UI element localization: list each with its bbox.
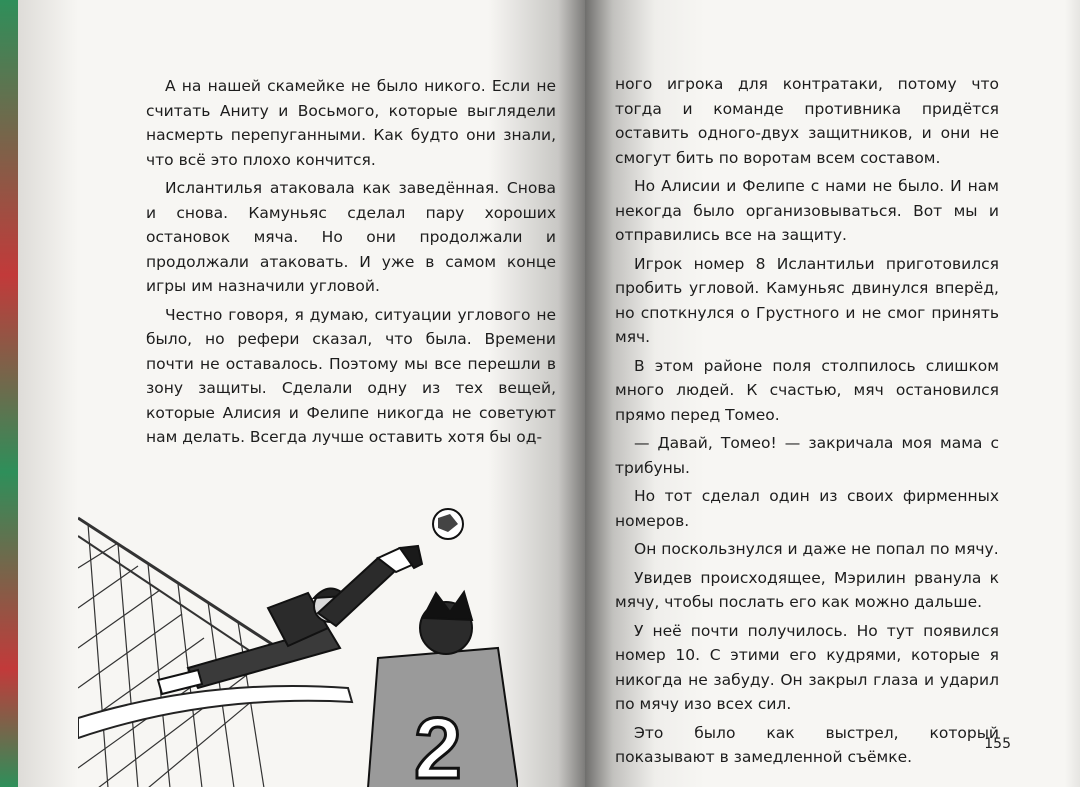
left-paragraph-3: Честно говоря, я думаю, ситуации углового не было, но рефери сказал, что была. Времени почти не оставалось. Поэтому мы все перешли в зону защиты. Сделали одну из тех вещей, которые Алисия и Фелипе никогда не советуют нам делать. Всегда лучше оставить хотя бы од-: [146, 305, 556, 446]
soccer-illustration: [78, 488, 518, 787]
right-paragraph-7: Он поскользнулся и даже не попал по мячу.: [634, 540, 999, 558]
page-number: 155: [984, 736, 1011, 752]
right-paragraph-4: В этом районе поля столпилось слишком много людей. К счастью, мяч остановился прямо перед Томео.: [615, 356, 999, 424]
right-paragraph-5: — Давай, Томео! — закричала моя мама с трибуны.: [615, 434, 999, 477]
right-paragraph-3: Игрок номер 8 Ислантильи приготовился пробить угловой. Камуньяс двинулся вперёд, но споткнулся о Грустного и не смог принять мяч.: [615, 254, 999, 346]
right-paragraph-8: Увидев происходящее, Мэрилин рванула к мячу, чтобы послать его как можно дальше.: [615, 568, 999, 611]
right-paragraph-2: Но Алисии и Фелипе с нами не было. И нам некогда было организовываться. Вот мы и отправились все на защиту.: [615, 177, 999, 244]
goal-post: [78, 686, 352, 738]
left-paragraph-1: А на нашей скамейке не было никого. Если не считать Аниту и Восьмого, которые выглядели насмерть перепуганными. Как будто они знали, что всё это плохо кончится.: [146, 77, 556, 169]
right-page-text: [615, 72, 999, 774]
right-paragraph-10: Это было как выстрел, который показывают в замедленной съёмке.: [615, 723, 999, 766]
right-paragraph-9: У неё почти получилось. Но тут появился номер 10. С этими его кудрями, которые я никогда не забуду. Он закрыл глаза и ударил по мячу изо всех сил.: [615, 621, 999, 713]
left-page-text: [146, 74, 556, 454]
left-paragraph-2: Ислантилья атаковала как заведённая. Снова и снова. Камуньяс сделал пару хороших остановок мяча. Но они продолжали и продолжали атаковать. И уже в самом конце игры им назначили угловой.: [146, 179, 556, 295]
right-paragraph-1: ного игрока для контратаки, потому что тогда и команде противника придётся оставить одного-двух защитников, и они не смогут бить по воротам всем составом.: [615, 75, 999, 167]
right-paragraph-6: Но тот сделал один из своих фирменных номеров.: [615, 487, 999, 530]
soccer-ball-icon: [433, 509, 463, 539]
field-player: [368, 592, 518, 787]
left-page: [18, 0, 585, 787]
player-number: 2: [414, 701, 462, 787]
right-page: [585, 0, 1080, 787]
